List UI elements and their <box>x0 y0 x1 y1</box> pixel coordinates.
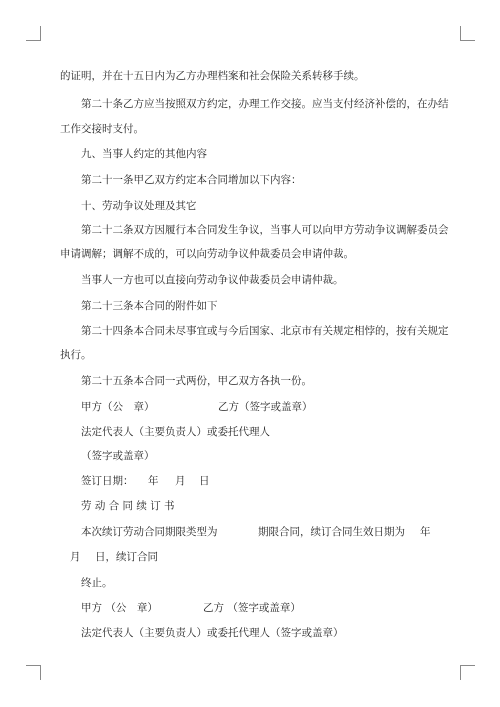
party-a-label-2: 甲方 （公 章） <box>81 602 158 614</box>
renewal-text-part2: 期限合同，续订合同生效日期为 <box>258 526 405 538</box>
section-heading: 十、劳动争议处理及其它 <box>81 200 197 212</box>
party-b-label: 乙方（签字或盖章） <box>218 401 313 413</box>
text-line: 执行。 <box>60 349 92 361</box>
party-b-label-2: 乙方 （签字或盖章） <box>203 602 301 614</box>
section-heading: 九、当事人约定的其他内容 <box>81 148 207 160</box>
renewal-text-part1: 本次续订劳动合同期限类型为 <box>81 526 218 538</box>
crop-mark-top-left <box>26 26 41 41</box>
crop-mark-top-right <box>460 26 475 41</box>
renewal-month: 月 <box>70 551 81 563</box>
text-line: 第二十三条本合同的附件如下 <box>81 300 218 312</box>
text-line: 的证明，并在十五日内为乙方办理档案和社会保险关系转移手续。 <box>60 70 365 82</box>
text-line: 第二十条乙方应当按照双方约定，办理工作交接。应当支付经济补偿的，在办结 <box>81 98 449 110</box>
text-line: 工作交接时支付。 <box>60 123 144 135</box>
renewal-title: 劳 动 合 同 续 订 书 <box>81 500 175 512</box>
party-a-label: 甲方（公 章） <box>81 401 155 413</box>
sign-date-month: 月 <box>175 475 186 487</box>
text-line: 当事人一方也可以直接向劳动争议仲裁委员会申请仲裁。 <box>81 274 344 286</box>
sign-date-year: 年 <box>148 475 159 487</box>
sign-date-label: 签订日期： <box>81 475 134 487</box>
sign-date-day: 日 <box>199 475 210 487</box>
text-line: 第二十五条本合同一式两份，甲乙双方各执一份。 <box>81 375 312 387</box>
text-line: 第二十一条甲乙双方约定本合同增加以下内容： <box>81 174 302 186</box>
text-line: 申请调解；调解不成的，可以向劳动争议仲裁委员会申请仲裁。 <box>60 248 354 260</box>
text-line: 第二十四条本合同未尽事宜或与今后国家、北京市有关规定相悖的，按有关规定 <box>81 325 449 337</box>
renewal-year: 年 <box>420 526 431 538</box>
crop-mark-bottom-right <box>460 665 475 680</box>
legal-representative-line: 法定代表人（主要负责人）或委托代理人 <box>81 426 270 438</box>
legal-representative-line-2: 法定代表人（主要负责人）或委托代理人（签字或盖章） <box>81 627 344 639</box>
renewal-text-part3: 日，续订合同 <box>95 551 158 563</box>
crop-mark-bottom-left <box>26 665 41 680</box>
text-line: 第二十二条双方因履行本合同发生争议，当事人可以向甲方劳动争议调解委员会 <box>81 224 449 236</box>
sign-or-seal-line: （签字或盖章） <box>81 450 155 462</box>
renewal-end: 终止。 <box>81 577 113 589</box>
